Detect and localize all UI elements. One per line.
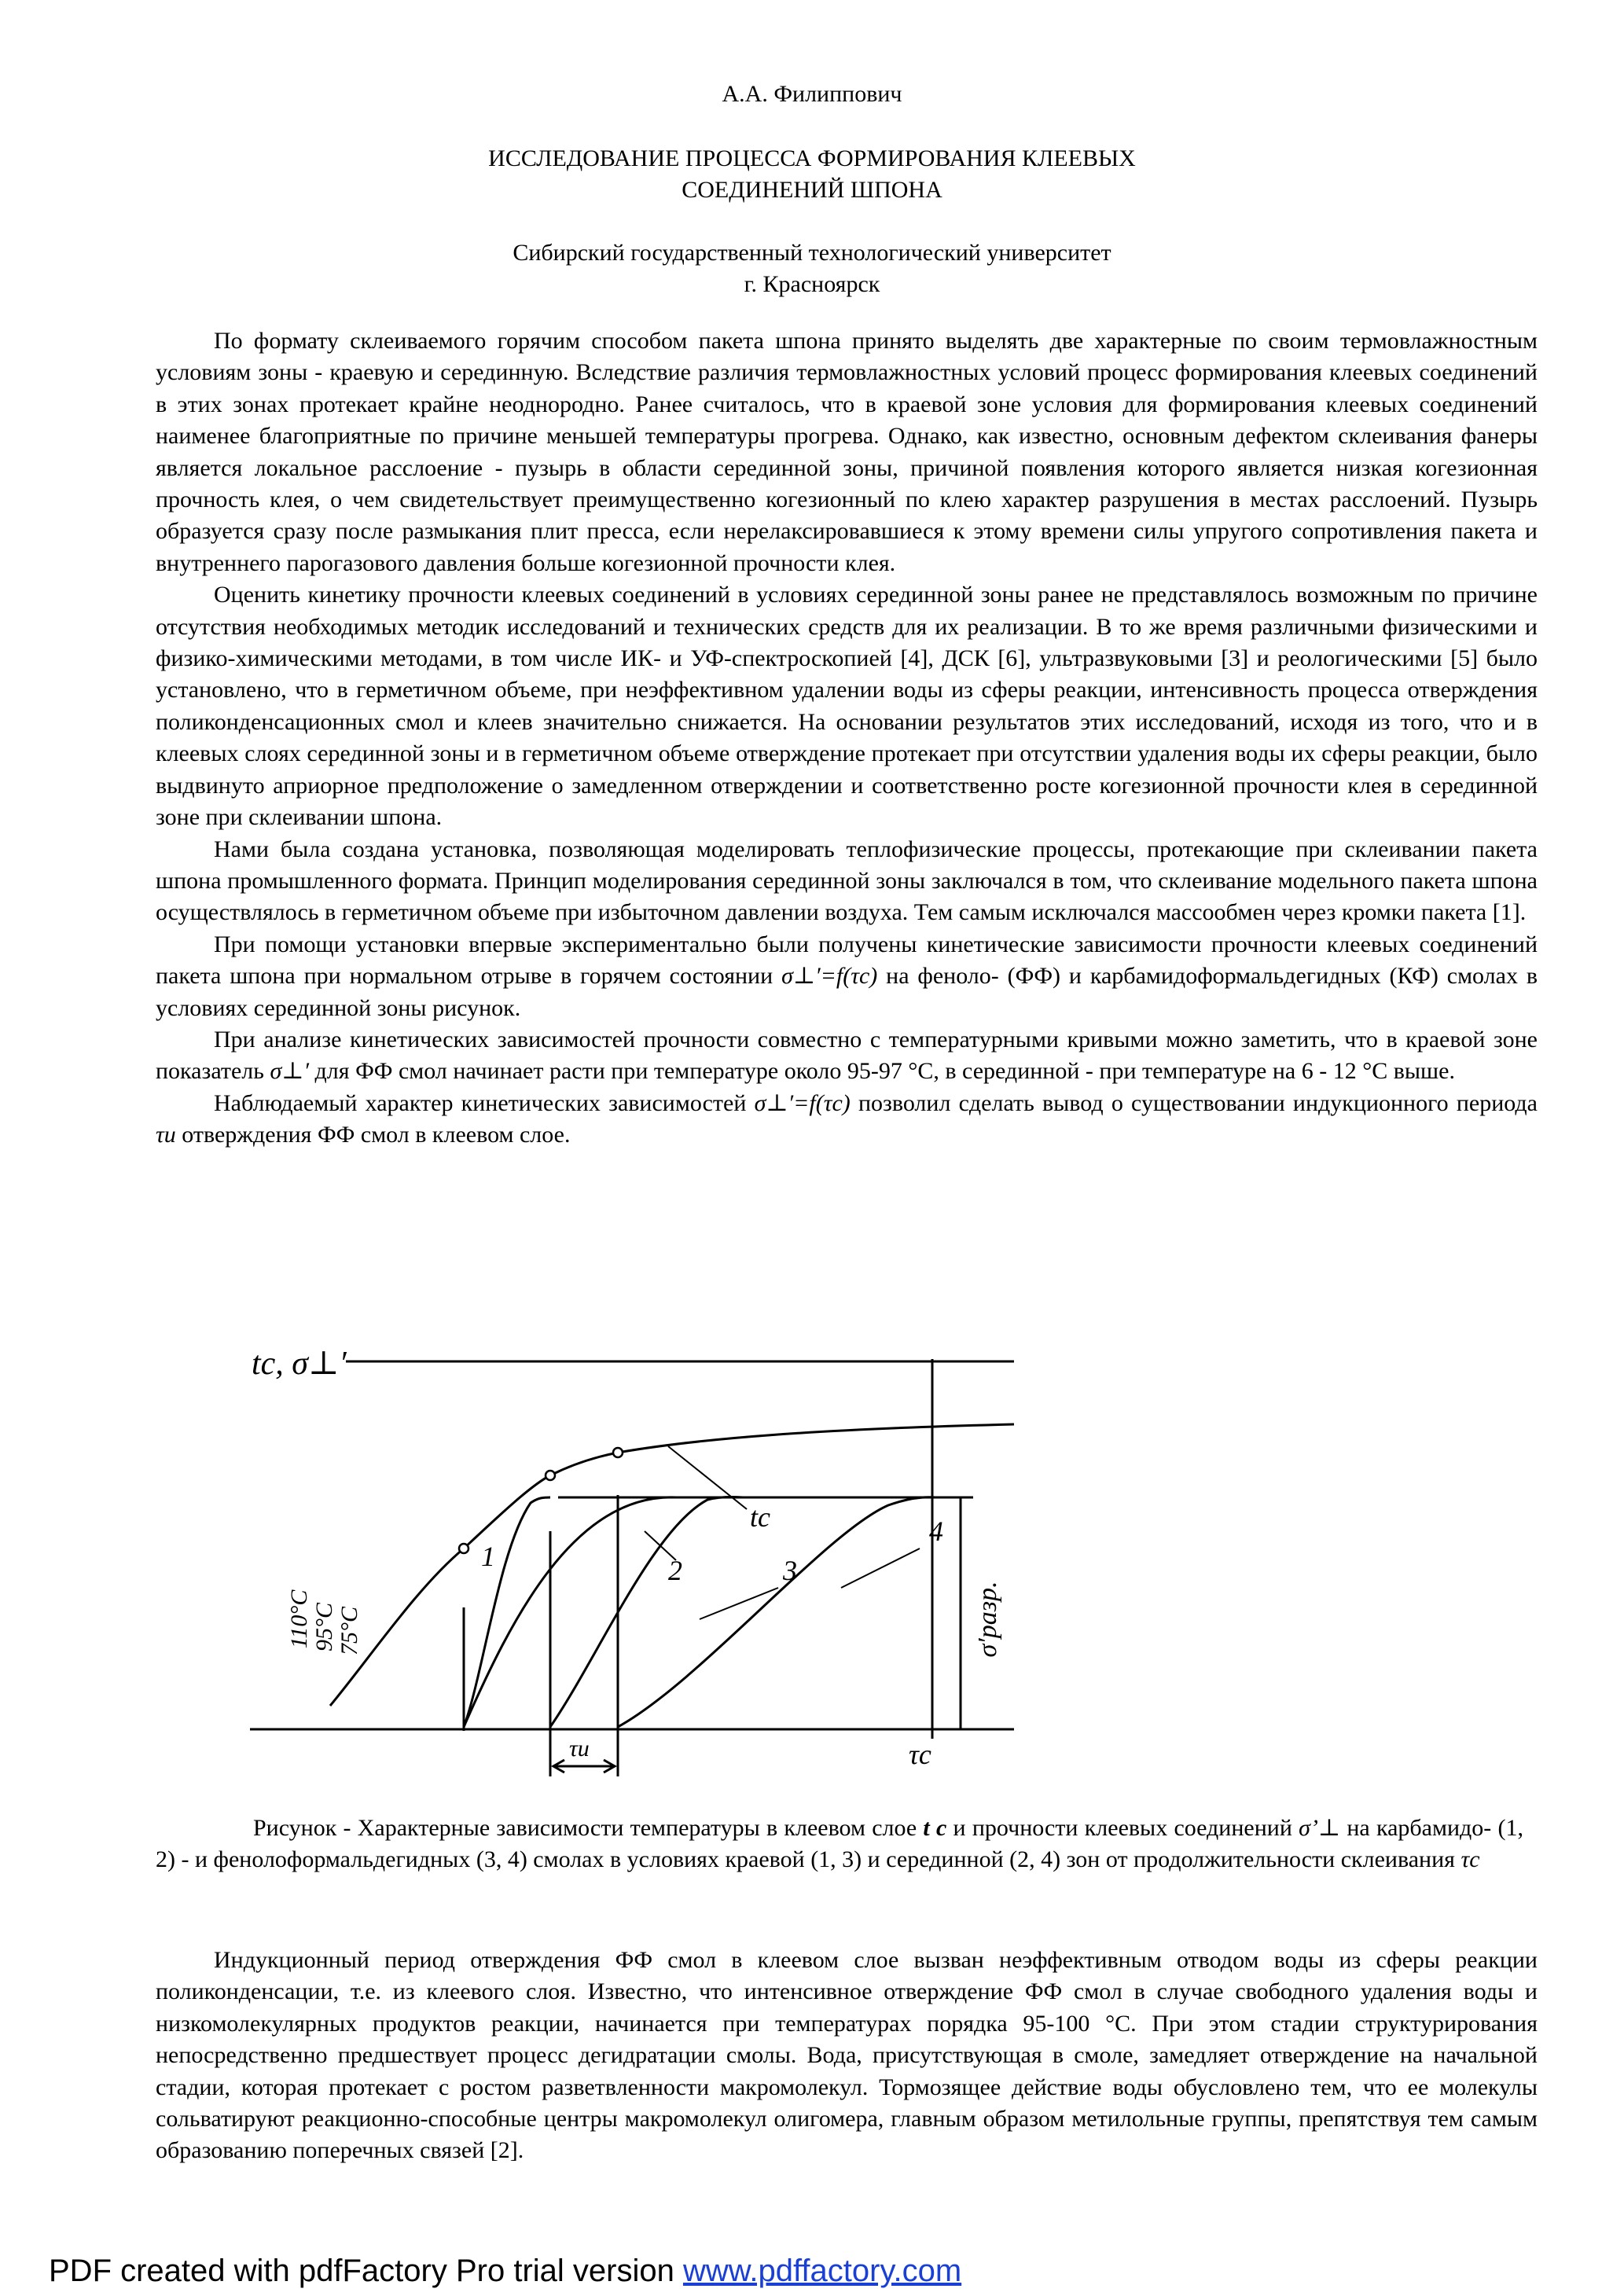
curve-label-3: 3 bbox=[783, 1555, 797, 1586]
formula-sigma: σ⊥′ bbox=[270, 1058, 310, 1085]
paragraph-2: Оценить кинетику прочности клеевых соединений в условиях серединной зоны ранее не представлялось возможным по причине отсутствия необходимых методик исследований и технических средств для их реализации. В то же время различными физическими и физико-химическими методами, в том числе ИК- и УФ-спектроскопией [4], ДСК [6], ультразвуковыми [3] и реологическими [5] было установлено, что в герметичном объеме, при неэффективном удалении воды из сферы реакции, интенсивность процесса отверждения поликонденсационных смол и клеев значительно снижается. На основании результатов этих исследований, исходя из того, что и в клеевых слоях серединной зоны и в герметичном объеме отверждение протекает при отсутствии удаления воды их сферы реакции, было выдвинуто априорное предположение о замедленном отверждении и соответственно росте когезионной прочности клея в серединной зоне при склеивании шпона. bbox=[156, 582, 1538, 831]
paragraph-3: Нами была создана установка, позволяющая моделировать теплофизические процессы, протекающие при склеивании пакета шпона промышленного формата. Принцип моделирования серединной зоны заключался в том, что склеивание модельного пакета шпона осуществлялось в герметичном объеме при избыточном давлении воздуха. Тем самым исключался массообмен через кромки пакета [1]. bbox=[156, 836, 1538, 926]
curve-label-1: 1 bbox=[481, 1541, 495, 1572]
title-line-1: ИССЛЕДОВАНИЕ ПРОЦЕССА ФОРМИРОВАНИЯ КЛЕЕВЫХ bbox=[488, 145, 1136, 171]
footer-text: PDF created with pdfFactory Pro trial version bbox=[49, 2254, 683, 2288]
x-axis-label: τс bbox=[909, 1739, 931, 1770]
caption-sigma-symbol: σ’⊥ bbox=[1299, 1815, 1341, 1841]
strength-curve-4 bbox=[618, 1497, 935, 1727]
paragraph-5: При анализе кинетических зависимостей прочности совместно с температурными кривыми можно заметить, что в краевой зоне показатель σ⊥′ для ФФ смол начинает расти при температуре около 95-97 °С, в серединной - при температуре на 6 - 12 °С выше. bbox=[156, 1026, 1538, 1085]
sigma-break-label: σ′разр. bbox=[973, 1581, 1002, 1658]
caption-tau-symbol: τс bbox=[1460, 1846, 1480, 1872]
body-text-top bbox=[156, 325, 1538, 1152]
temp-marker-95 bbox=[546, 1471, 555, 1480]
tau-i-label: τи bbox=[569, 1736, 590, 1761]
temp-marker-75 bbox=[613, 1448, 623, 1457]
pdf-footer bbox=[49, 2251, 961, 2290]
leader-4 bbox=[841, 1548, 920, 1588]
formula-sigma-f-tau: σ⊥′=f(τc) bbox=[754, 1089, 851, 1116]
formula-sigma-f-tau: σ⊥′=f(τc) bbox=[781, 963, 878, 990]
caption-tc-symbol: t c bbox=[923, 1815, 947, 1841]
y-axis-label: tc, σ⊥′ bbox=[252, 1346, 347, 1382]
curve-label-2: 2 bbox=[668, 1555, 682, 1586]
title-line-2: СОЕДИНЕНИЙ ШПОНА bbox=[682, 177, 942, 203]
figure-caption: Рисунок - Характерные зависимости температуры в клеевом слое t c и прочности клеевых соединений σ’⊥ на карбамидо- (1, 2) - и фенолоформальдегидных (3, 4) смолах в условиях краевой (1, 3) и серединной (2, 4) зон от продолжительности склеивания τс bbox=[156, 1815, 1524, 1872]
paragraph-7: Индукционный период отверждения ФФ смол в клеевом слое вызван неэффективным отводом воды из сферы реакции поликонденсации, т.е. из клеевого слоя. Известно, что интенсивное отверждение ФФ смол в случае свободного удаления воды и низкомолекулярных продуктов реакции, начинается при температурах порядка 95-100 °С. При этом стадии структурирования непосредственно предшествует процесс дегидратации смолы. Вода, присутствующая в смоле, замедляет отверждение на начальной стадии, которая протекает с ростом разветвленности макромолекул. Тормозящее действие воды обусловлено тем, что ее молекулы сольватируют реакционно-способные центры макромолекул олигомера, главным образом метилольные группы, препятствуя тем самым образованию поперечных связей [2]. bbox=[156, 1947, 1538, 2164]
curve-label-4: 4 bbox=[929, 1515, 943, 1547]
affiliation-line-2: г. Красноярск bbox=[744, 271, 880, 297]
kinetics-figure bbox=[228, 1328, 1053, 1784]
temp-label-110: 110°С bbox=[286, 1589, 312, 1649]
strength-curve-3 bbox=[550, 1497, 743, 1727]
paragraph-6: Наблюдаемый характер кинетических зависимостей σ⊥′=f(τc) позволил сделать вывод о существовании индукционного периода τи отверждения ФФ смол в клеевом слое. bbox=[156, 1089, 1538, 1148]
strength-curve-1 bbox=[464, 1497, 550, 1727]
curve-label-tc: tc bbox=[750, 1501, 770, 1533]
temp-label-95: 95°С bbox=[311, 1602, 337, 1652]
affiliation-line-1: Сибирский государственный технологический университет bbox=[513, 240, 1111, 266]
formula-tau-i: τи bbox=[156, 1122, 176, 1148]
author: А.А. Филиппович bbox=[722, 81, 902, 107]
paragraph-4: При помощи установки впервые экспериментально были получены кинетические зависимости прочности клеевых соединений пакета шпона при нормальном отрыве в горячем состоянии σ⊥′=f(τc) на феноло- (ФФ) и карбамидоформальдегидных (КФ) смолах в условиях серединной зоны рисунок. bbox=[156, 931, 1538, 1021]
body-text-bottom bbox=[156, 1945, 1538, 2167]
footer-link[interactable]: www.pdffactory.com bbox=[682, 2254, 962, 2288]
temp-marker-110 bbox=[459, 1544, 468, 1553]
paragraph-1: По формату склеиваемого горячим способом пакета шпона принято выделять две характерные по своим термовлажностным условиям зоны - краевую и серединную. Вследствие различия термовлажностных условий процесс формирования клеевых соединений в этих зонах протекает крайне неоднородно. Ранее считалось, что в краевой зоне условия для формирования клеевых соединений наименее благоприятные по причине меньшей температуры прогрева. Однако, как известно, основным дефектом склеивания фанеры является локальное расслоение - пузырь в области серединной зоны, причиной появления которого является низкая когезионная прочность клея, о чем свидетельствует преимущественно когезионный по клею характер разрушения в местах расслоений. Пузырь образуется сразу после размыкания плит пресса, если нерелаксировавшиеся к этому времени силы упругого сопротивления пакета и внутреннего парогазового давления больше когезионной прочности клея. bbox=[156, 328, 1538, 576]
temp-label-75: 75°С bbox=[336, 1606, 362, 1656]
